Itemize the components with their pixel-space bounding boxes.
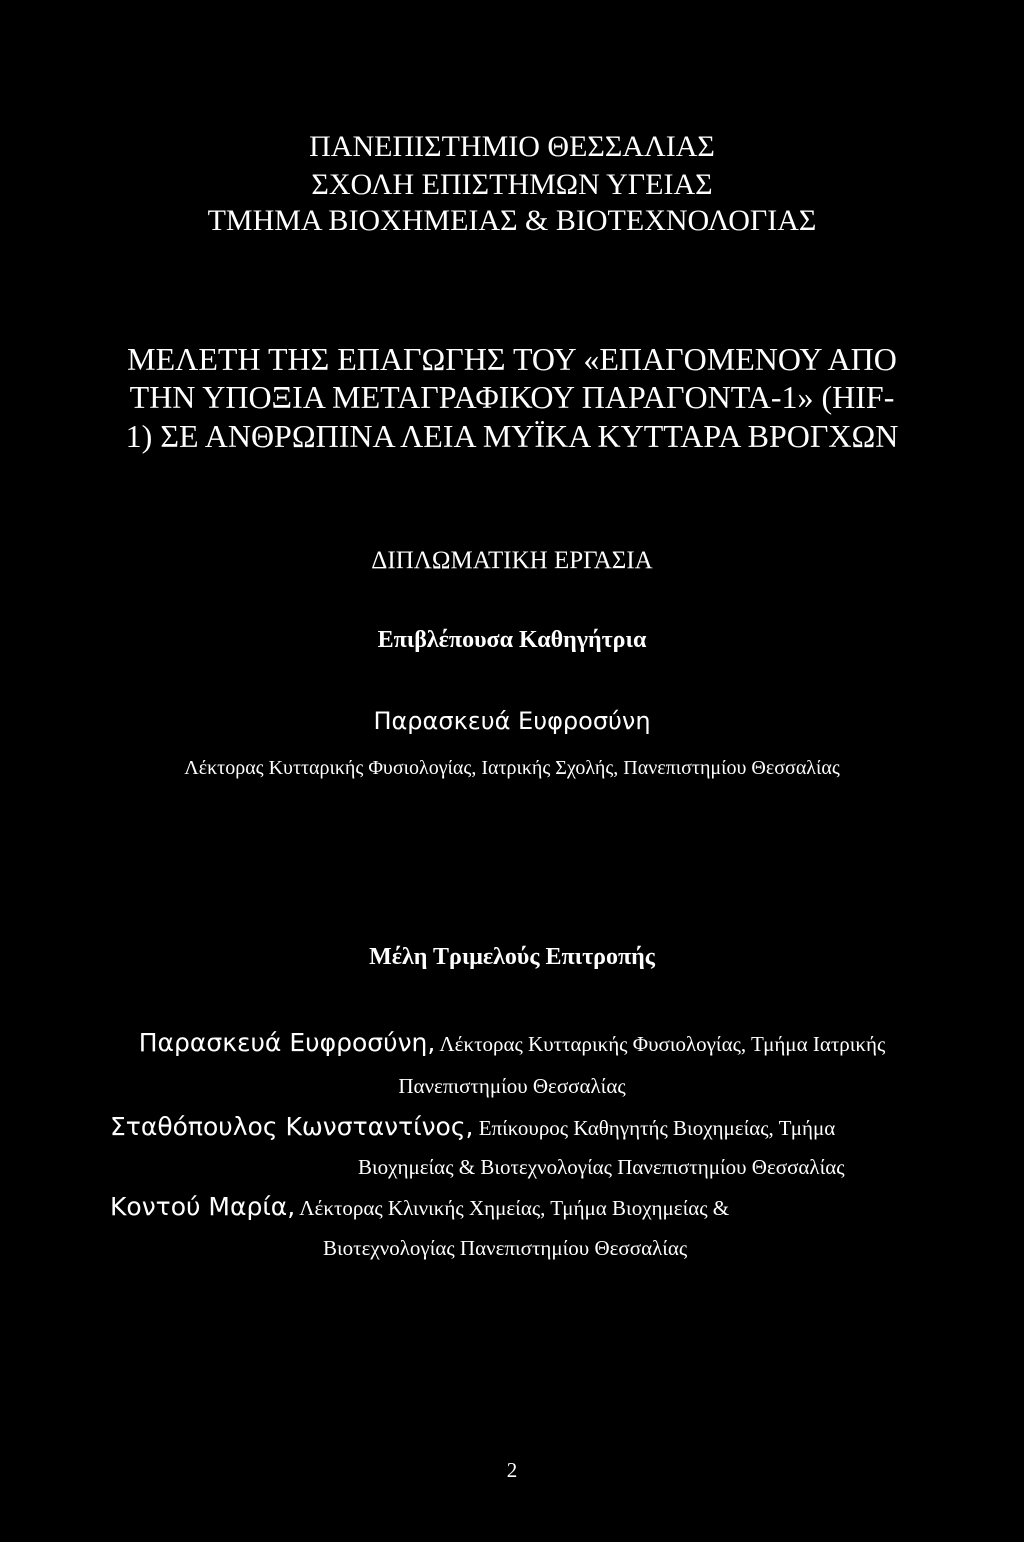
member-name: Σταθόπουλος Κωνσταντίνος, <box>110 1112 474 1141</box>
thesis-title-line-2: ΤΗΝ ΥΠΟΞΙΑ ΜΕΤΑΓΡΑΦΙΚΟΥ ΠΑΡΑΓΟΝΤΑ-1» (HIF- <box>129 379 895 415</box>
committee-member-1 <box>0 1030 1024 1055</box>
thesis-title-line-3: 1) ΣΕ ΑΝΘΡΩΠΙΝΑ ΛΕΙΑ ΜΥΪΚΑ ΚΥΤΤΑΡΑ ΒΡΟΓΧΩΝ <box>125 418 899 454</box>
supervisor-name: Παρασκευά Ευφροσύνη <box>373 707 651 735</box>
supervisor-affiliation: Λέκτορας Κυτταρικής Φυσιολογίας, Ιατρικής Σχολής, Πανεπιστημίου Θεσσαλίας <box>184 757 840 779</box>
committee-member-3 <box>110 1194 729 1219</box>
member-role: Επίκουρος Καθηγητής Βιοχημείας, Τμήμα <box>473 1116 836 1140</box>
member-role: Λέκτορας Κλινικής Χημείας, Τμήμα Βιοχημείας & <box>295 1196 730 1220</box>
member-name: Κοντού Μαρία, <box>110 1192 296 1221</box>
university-name: ΠΑΝΕΠΙΣΤΗΜΙΟ ΘΕΣΣΑΛΙΑΣ <box>309 130 715 163</box>
committee-member-1-continuation: Πανεπιστημίου Θεσσαλίας <box>398 1074 626 1098</box>
member-name: Παρασκευά Ευφροσύνη, <box>138 1028 436 1057</box>
committee-heading: Μέλη Τριμελούς Επιτροπής <box>369 944 655 970</box>
school-name: ΣΧΟΛΗ ΕΠΙΣΤΗΜΩΝ ΥΓΕΙΑΣ <box>311 168 713 201</box>
page-number: 2 <box>506 1458 518 1482</box>
committee-member-3-continuation: Βιοτεχνολογίας Πανεπιστημίου Θεσσαλίας <box>323 1236 688 1260</box>
committee-member-2 <box>110 1114 835 1139</box>
supervisor-label: Επιβλέπουσα Καθηγήτρια <box>377 627 647 653</box>
committee-member-2-continuation: Βιοχημείας & Βιοτεχνολογίας Πανεπιστημίου Θεσσαλίας <box>358 1155 845 1179</box>
thesis-title-line-1: ΜΕΛΕΤΗ ΤΗΣ ΕΠΑΓΩΓΗΣ ΤΟΥ «ΕΠΑΓΟΜΕΝΟΥ ΑΠΟ <box>127 341 897 377</box>
department-name: ΤΜΗΜΑ ΒΙΟΧΗΜΕΙΑΣ & ΒΙΟΤΕΧΝΟΛΟΓΙΑΣ <box>207 204 817 237</box>
member-role: Λέκτορας Κυτταρικής Φυσιολογίας, Τμήμα Ιατρικής <box>435 1032 886 1056</box>
document-type: ΔΙΠΛΩΜΑΤΙΚΗ ΕΡΓΑΣΙΑ <box>371 547 653 574</box>
